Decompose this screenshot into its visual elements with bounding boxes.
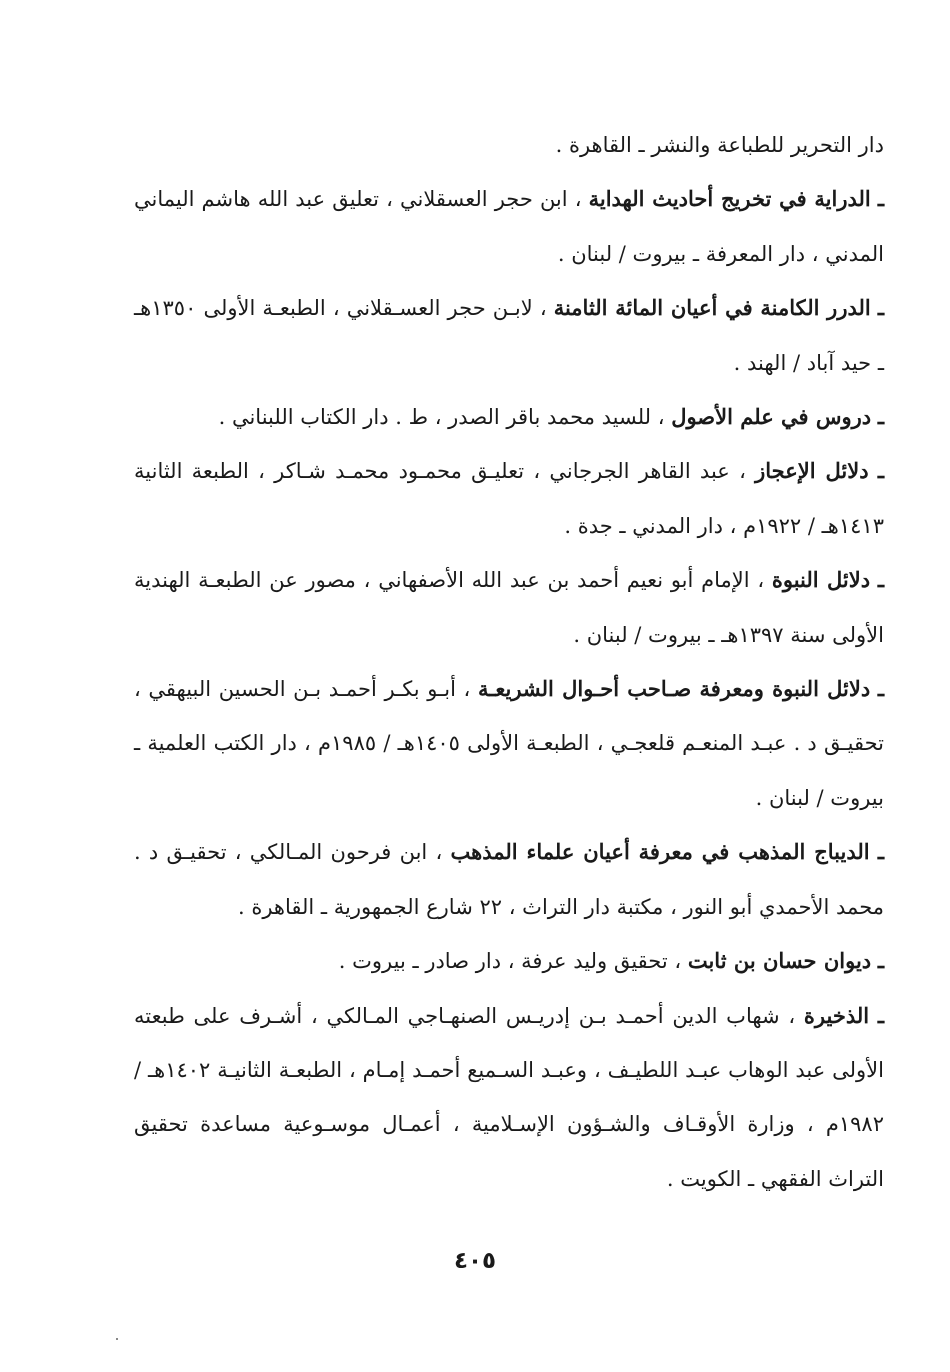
entry-title: دروس في علم الأصول [671,404,872,430]
entry-title: دلائل النبوة ومعرفة صـاحب أحـوال الشريعـة [477,676,871,702]
entry-details: ، تحقيق وليد عرفة ، دار صادر ـ بيروت . [338,949,688,974]
entry-dash: ـ [877,567,884,593]
entry-title: الدراية في تخريج أحاديث الهداية [588,186,871,212]
entry-dash: ـ [877,186,884,212]
entry-details: ، للسيد محمد باقر الصدر ، ط . دار الكتاب اللبناني . [218,405,672,430]
entry-details: ، ابن فرحون المـالكي ، تحقيـق د . محمد الأحمدي أبو النور ، مكتبة دار التراث ، ٢٢ شارع الجمهورية ـ القاهرة . [134,840,884,919]
entry-details: ، ابن حجر العسقلاني ، تعليق عبد الله هاشم اليماني المدني ، دار المعرفة ـ بيروت / لبنان . [134,187,884,266]
entry-dash: ـ [877,404,884,430]
page-number: ٤٠٥ [453,1248,497,1274]
entry-title: الديباج المذهب في معرفة أعيان علماء المذهب [450,839,870,865]
bibliography-entry [134,989,884,1207]
bibliography-text [134,118,884,1206]
bibliography-entry [134,662,884,825]
bibliography-entry [134,553,884,662]
entry-dash: ـ [877,839,884,865]
entry-details: ، شهاب الدين أحمـد بـن إدريـس الصنهـاجي المـالكي ، أشـرف على طبعته الأولى عبد الوهاب عبـد اللطيـف ، وعبـد السـميع أحمـد إمـام ، الطبعـة الثانيـة ١٤٠٢هـ / ١٩٨٢م ، وزارة الأوقـاف والشـؤون الإسـلامية ، أعمـال موسـوعية مساعدة تحقيق التراث الفقهي ـ الكويت . [134,1003,884,1191]
entry-title: دلائل النبوة [771,567,871,593]
entry-details: ، لابـن حجر العسـقلاني ، الطبعـة الأولى ١٣٥٠هـ ـ حيد آباد / الهند . [134,296,884,375]
scan-speck [116,1338,118,1340]
entry-dash: ـ [877,458,884,484]
bibliography-entry [134,281,884,390]
entry-dash: ـ [877,948,884,974]
bibliography-entry [134,825,884,934]
entry-details: ، الإمام أبو نعيم أحمد بن عبد الله الأصفهاني ، مصور عن الطبعـة الهندية الأولى سنة ١٣٩٧هـ ـ بيروت / لبنان . [134,568,884,647]
entry-title: الذخيرة [803,1002,870,1028]
entry-dash: ـ [877,1002,884,1028]
entry-dash: ـ [877,295,884,321]
entry-details: ، عبد القاهر الجرجاني ، تعليـق محمـود محمـد شـاكر ، الطبعة الثانية ١٤١٣هـ / ١٩٢٢م ، دار المدني ـ جدة . [134,459,884,538]
entry-details: ، أبـو بكـر أحمـد بـن الحسين البيهقي ، تحقيـق د . عبـد المنعـم قلعجـي ، الطبعـة الأولى ١٤٠٥هـ / ١٩٨٥م ، دار الكتب العلمية ـ بيروت / لبنان . [134,677,884,810]
entry-title: ديوان حسان بن ثابت [687,948,872,974]
bibliography-entry [134,390,884,444]
entry-dash: ـ [877,676,884,702]
bibliography-entry [134,444,884,553]
entry-title: الدرر الكامنة في أعيان المائة الثامنة [553,295,871,321]
entry-title: دلائل الإعجاز [755,458,869,484]
bibliography-entry [134,172,884,281]
intro-line: دار التحرير للطباعة والنشر ـ القاهرة . [555,133,884,157]
bibliography-entry [134,934,884,988]
